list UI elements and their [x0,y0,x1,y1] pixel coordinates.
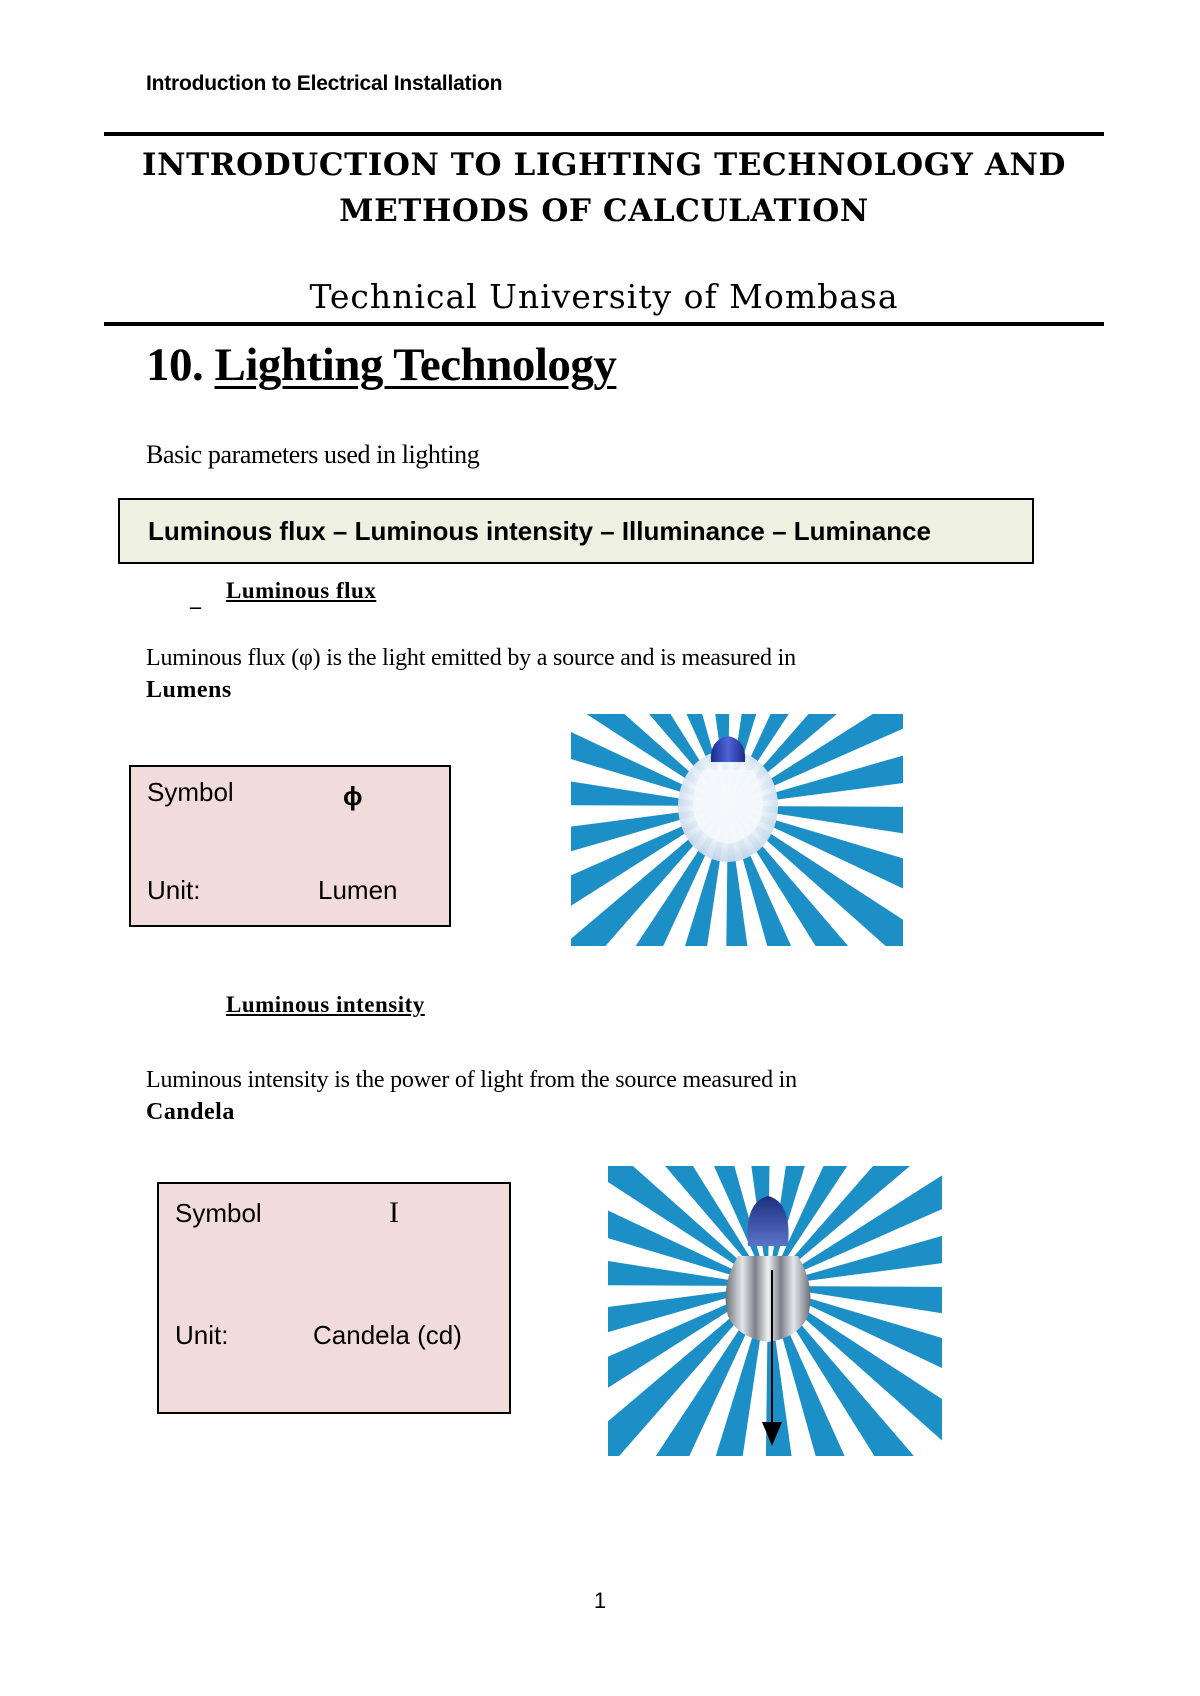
luminous-intensity-paragraph [146,1064,797,1128]
title-line-1: INTRODUCTION TO LIGHTING TECHNOLOGY AND [142,147,1066,183]
parameters-box [118,498,1034,564]
luminous-intensity-unit-word: Candela [146,1099,235,1125]
document-title [104,142,1104,234]
chapter-heading [146,338,616,392]
bottom-rule [104,322,1104,326]
directional-light-illustration [608,1166,942,1456]
intensity-symbol: I [389,1196,399,1229]
symbol-label: Symbol [147,777,234,807]
chapter-title: Lighting Technology [214,339,617,391]
intensity-unit: Candela (cd) [313,1320,462,1350]
bullet-dash: _ [190,586,201,611]
flux-symbol: ɸ [343,781,363,811]
page-number: 1 [593,1588,607,1613]
chapter-number: 10. [146,339,204,391]
luminous-intensity-symbol-box [157,1182,511,1414]
parameters-text: Luminous flux – Luminous intensity – Illuminance – Luminance [148,515,932,546]
luminous-flux-text: Luminous flux (φ) is the light emitted by a source and is measured in [146,645,796,671]
top-rule [104,132,1104,136]
title-line-2: METHODS OF CALCULATION [339,193,869,229]
subtitle: Technical University of Mombasa [309,277,899,316]
luminous-flux-unit-word: Lumens [146,677,232,703]
flux-unit: Lumen [318,875,398,905]
bulb-glass [726,1256,811,1342]
symbol-label: Symbol [175,1198,262,1228]
luminous-flux-paragraph [146,642,796,706]
luminous-intensity-text: Luminous intensity is the power of light from the source measured in [146,1067,797,1093]
running-header: Introduction to Electrical Installation [146,72,503,95]
luminous-flux-symbol-box [129,765,451,927]
unit-label: Unit: [175,1320,229,1350]
intro-text: Basic parameters used in lighting [146,440,480,469]
luminous-flux-heading: Luminous flux [226,578,377,603]
unit-label: Unit: [147,875,201,905]
light-bulb-illustration [571,714,903,946]
luminous-intensity-heading: Luminous intensity [226,992,425,1017]
